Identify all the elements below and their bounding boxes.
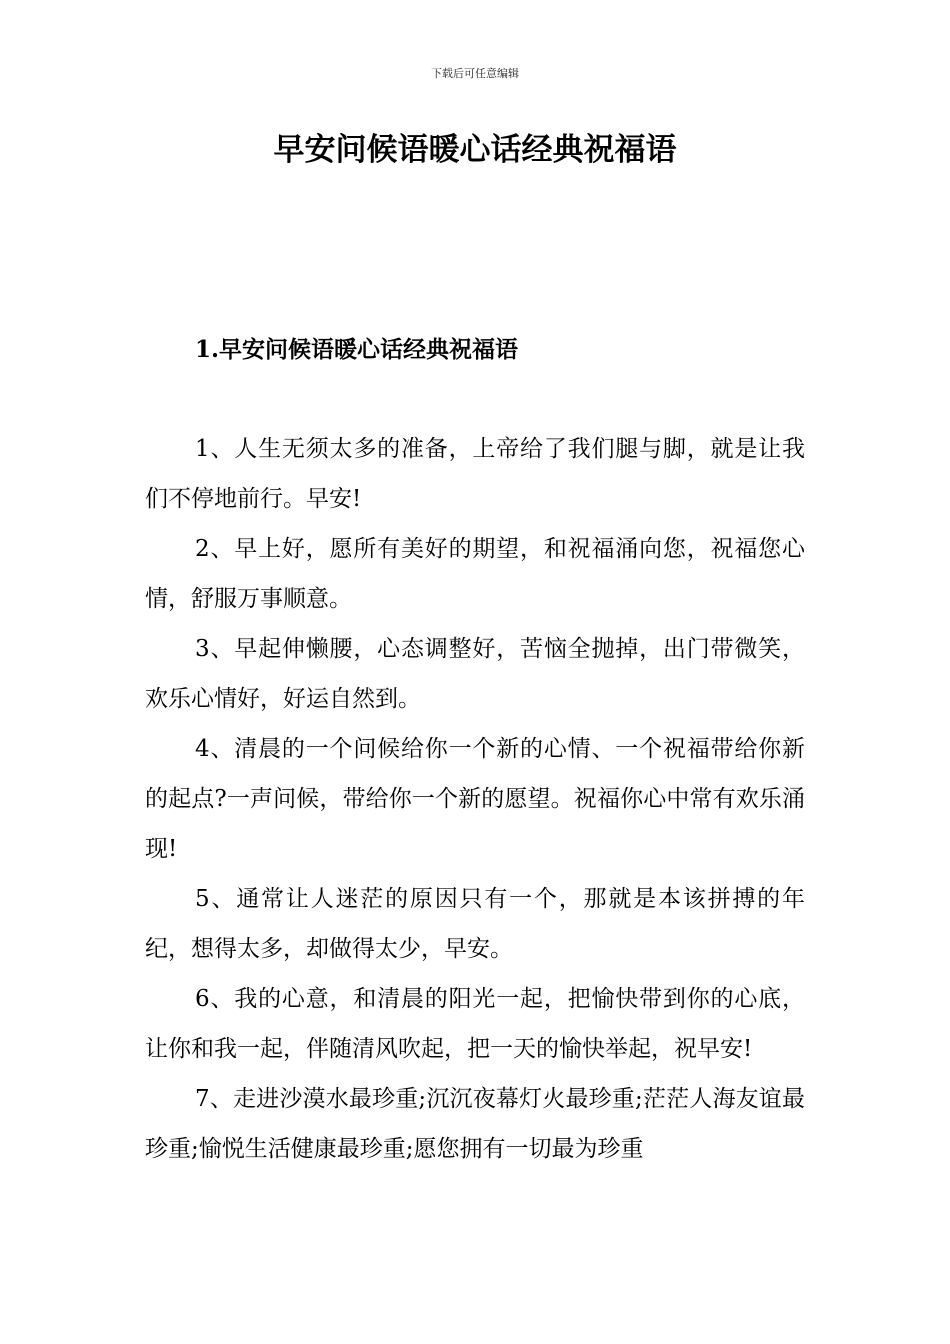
paragraph-6: 6、我的心意，和清晨的阳光一起，把愉快带到你的心底，让你和我一起，伴随清风吹起，把一天的愉快举起，祝早安! xyxy=(145,986,805,1062)
paragraph-4: 4、清晨的一个问候给你一个新的心情、一个祝福带给你新的起点?一声问候，带给你一个新的愿望。祝福你心中常有欢乐涌现! xyxy=(145,736,805,862)
document-title: 早安问候语暖心话经典祝福语 xyxy=(273,132,677,168)
paragraph-5: 5、通常让人迷茫的原因只有一个，那就是本该拼搏的年纪，想得太多，却做得太少，早安。 xyxy=(145,886,805,962)
paragraph-7: 7、走进沙漠水最珍重;沉沉夜幕灯火最珍重;茫茫人海友谊最珍重;愉悦生活健康最珍重;愿您拥有一切最为珍重 xyxy=(145,1086,805,1162)
header-note: 下载后可任意编辑 xyxy=(431,67,519,80)
paragraph-1: 1、人生无须太多的准备，上帝给了我们腿与脚，就是让我们不停地前行。早安! xyxy=(145,436,805,512)
body-text xyxy=(145,424,805,1174)
paragraph-3: 3、早起伸懒腰，心态调整好，苦恼全抛掉，出门带微笑，欢乐心情好，好运自然到。 xyxy=(145,636,805,712)
section-heading: 1.早安问候语暖心话经典祝福语 xyxy=(195,336,519,363)
paragraph-2: 2、早上好，愿所有美好的期望，和祝福涌向您，祝福您心情，舒服万事顺意。 xyxy=(145,536,805,612)
